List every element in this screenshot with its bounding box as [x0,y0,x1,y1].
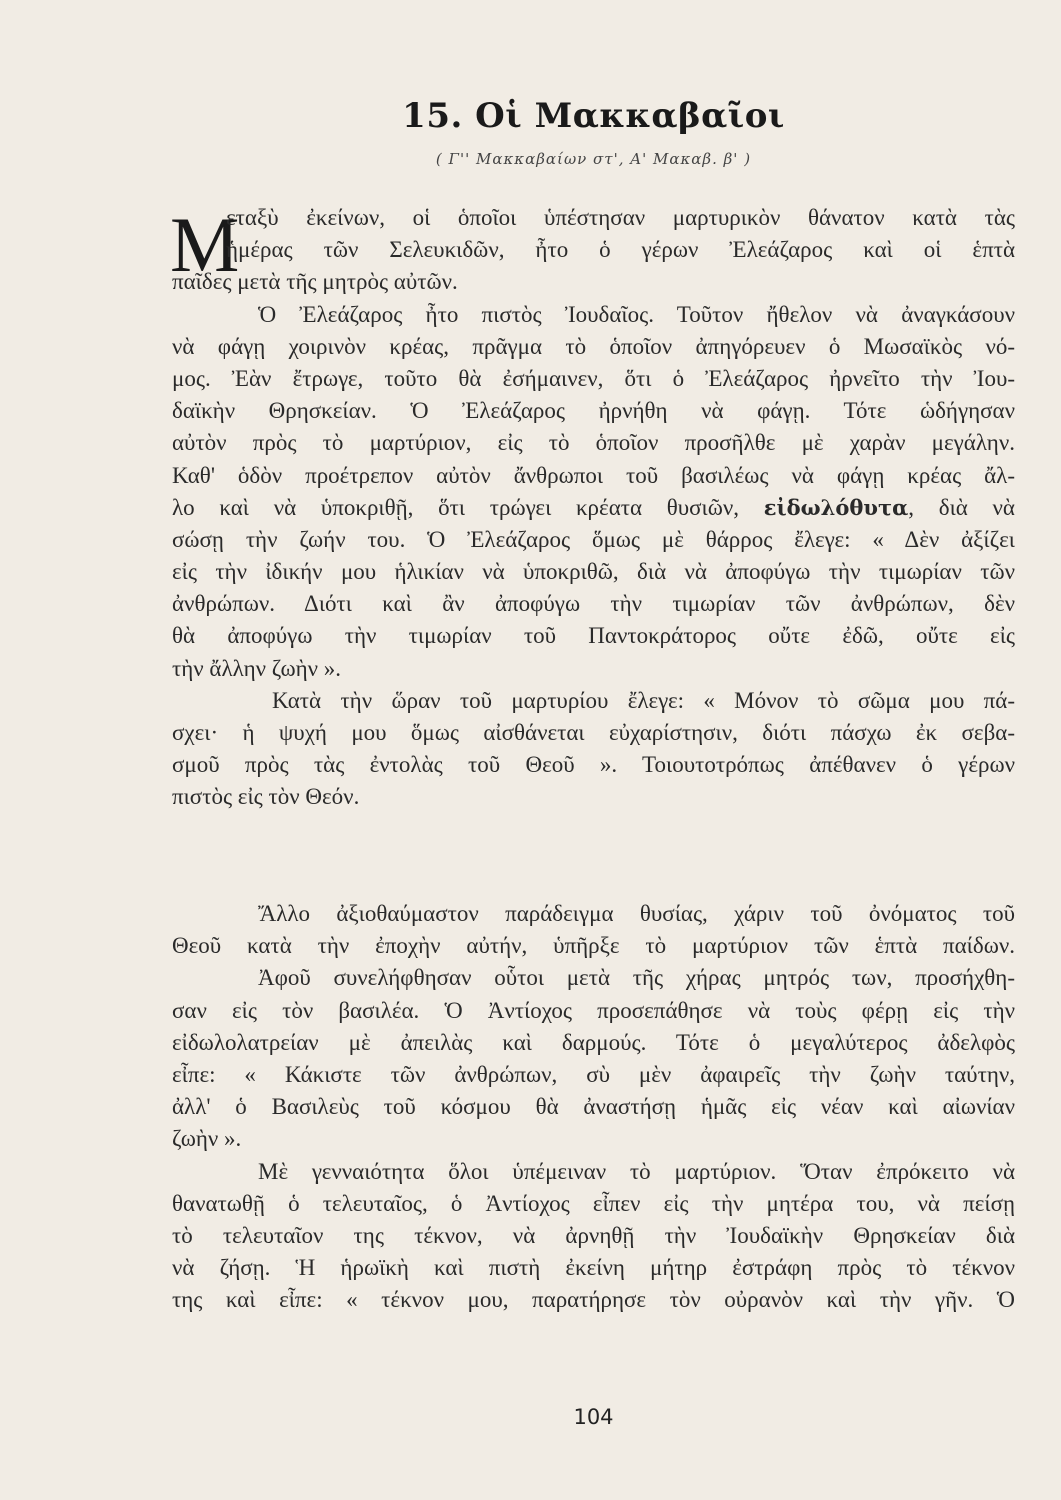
text-line: εἰδωλολατρείαν μὲ ἀπειλὰς καὶ δαρμούς. Τότε ὁ μεγαλύτερος ἀδελφὸς [172,1029,1015,1055]
text-line: ἀλλ' ὁ Βασιλεὺς τοῦ κόσμου θὰ ἀναστήσῃ ἡμᾶς εἰς νέαν καὶ αἰωνίαν [172,1094,1015,1120]
text-line: Θεοῦ κατὰ τὴν ἐποχὴν αὐτήν, ὑπῆρξε τὸ μαρτύριον τῶν ἑπτὰ παίδων. [172,933,1015,959]
drop-cap: M [170,201,240,288]
chapter-reference: ( Γ'' Μακκαβαίων στ', Α' Μακαβ. β' ) [435,150,752,168]
text-line: Ἀφοῦ συνελήφθησαν οὗτοι μετὰ τῆς χήρας μητρός των, προσήχθη- [258,965,1015,991]
text-line: ζωὴν ». [172,1126,242,1152]
text-line: εἰς τὴν ἰδικήν μου ἡλικίαν νὰ ὑποκριθῶ, διὰ νὰ ἀποφύγω τὴν τιμωρίαν τῶν [172,559,1015,585]
text-line: Ὁ Ἐλεάζαρος ἦτο πιστὸς Ἰουδαῖος. Τοῦτον ἤθελον νὰ ἀναγκάσουν [258,301,1015,327]
text-line: εταξὺ ἐκείνων, οἱ ὁποῖοι ὑπέστησαν μαρτυρικὸν θάνατον κατὰ τὰς [226,205,1015,230]
text-line: ἡμέρας τῶν Σελευκιδῶν, ἦτο ὁ γέρων Ἐλεάζαρος καὶ οἱ ἑπτὰ [226,237,1015,263]
text-line: νὰ φάγῃ χοιρινὸν κρέας, πρᾶγμα τὸ ὁποῖον ἀπηγόρευεν ὁ Μωσαϊκὸς νό- [172,333,1015,359]
text-line: σώσῃ τὴν ζωήν του. Ὁ Ἐλεάζαρος ὅμως μὲ θάρρος ἔλεγε: « Δὲν ἀξίζει [172,526,1015,552]
text-line: τὴν ἄλλην ζωὴν ». [172,655,342,681]
text-line: μος. Ἐὰν ἔτρωγε, τοῦτο θὰ ἐσήμαινεν, ὅτι ὁ Ἐλεάζαρος ἠρνεῖτο τὴν Ἰου- [172,365,1015,391]
text-line: της καὶ εἶπε: « τέκνον μου, παρατήρησε τὸν οὐρανὸν καὶ τὴν γῆν. Ὁ [172,1287,1015,1313]
book-page [172,0,1015,1500]
text-line: παῖδες μετὰ τῆς μητρὸς αὐτῶν. [172,269,458,295]
page-number: 104 [573,1405,614,1429]
text-line: νὰ ζήσῃ. Ἡ ἡρωϊκὴ καὶ πιστὴ ἐκείνη μήτηρ ἐστράφη πρὸς τὸ τέκνον [172,1255,1015,1281]
text-line: σχει· ἡ ψυχή μου ὅμως αἰσθάνεται εὐχαρίστησιν, διότι πάσχω ἐκ σεβα- [172,720,1015,745]
paragraph-block-1 [172,202,1015,814]
text-line: Μὲ γενναιότητα ὅλοι ὑπέμειναν τὸ μαρτύριον. Ὅταν ἐπρόκειτο νὰ [258,1158,1015,1184]
text-line: Καθ' ὁδὸν προέτρεπον αὐτὸν ἄνθρωποι τοῦ βασιλέως νὰ φάγῃ κρέας ἄλ- [172,462,1015,488]
text-line: τὸ τελευταῖον της τέκνον, νὰ ἀρνηθῇ τὴν Ἰουδαϊκὴν Θρησκείαν διὰ [172,1222,1015,1248]
text-segment: , διὰ νὰ [908,494,1015,520]
text-line: αὐτὸν πρὸς τὸ μαρτύριον, εἰς τὸ ὁποῖον προσῆλθε μὲ χαρὰν μεγάλην. [172,430,1015,456]
chapter-title: 15. Οἱ Μακκαβαῖοι [402,96,785,136]
text-line: πιστὸς εἰς τὸν Θεόν. [172,784,360,810]
text-line: εἶπε: « Κάκιστε τῶν ἀνθρώπων, σὺ μὲν ἀφαιρεῖς τὴν ζωὴν ταύτην, [172,1061,1015,1087]
text-line: θὰ ἀποφύγω τὴν τιμωρίαν τοῦ Παντοκράτορος οὔτε ἐδῶ, οὔτε εἰς [172,623,1015,649]
paragraph-block-2 [172,898,1015,1316]
text-line: ἀνθρώπων. Διότι καὶ ἂν ἀποφύγω τὴν τιμωρίαν τῶν ἀνθρώπων, δὲν [172,591,1015,617]
text-line: δαϊκὴν Θρησκείαν. Ὁ Ἐλεάζαρος ἠρνήθη νὰ φάγῃ. Τότε ὡδήγησαν [172,398,1015,424]
text-line: θανατωθῇ ὁ τελευταῖος, ὁ Ἀντίοχος εἶπεν εἰς τὴν μητέρα του, νὰ πείσῃ [172,1190,1015,1216]
text-line [172,492,1015,524]
text-line: σμοῦ πρὸς τὰς ἐντολὰς τοῦ Θεοῦ ». Τοιουτοτρόπως ἀπέθανεν ὁ γέρων [172,752,1015,778]
bold-term: εἰδωλόθυτα [763,494,909,520]
text-segment: λο καὶ νὰ ὑποκριθῇ, ὅτι τρώγει κρέατα θυσιῶν, [172,494,740,520]
text-line: σαν εἰς τὸν βασιλέα. Ὁ Ἀντίοχος προσεπάθησε νὰ τοὺς φέρῃ εἰς τὴν [172,997,1015,1023]
text-line: Κατὰ τὴν ὥραν τοῦ μαρτυρίου ἔλεγε: « Μόνον τὸ σῶμα μου πά- [272,687,1015,713]
text-line: Ἄλλο ἀξιοθαύμαστον παράδειγμα θυσίας, χάριν τοῦ ὀνόματος τοῦ [258,901,1015,926]
